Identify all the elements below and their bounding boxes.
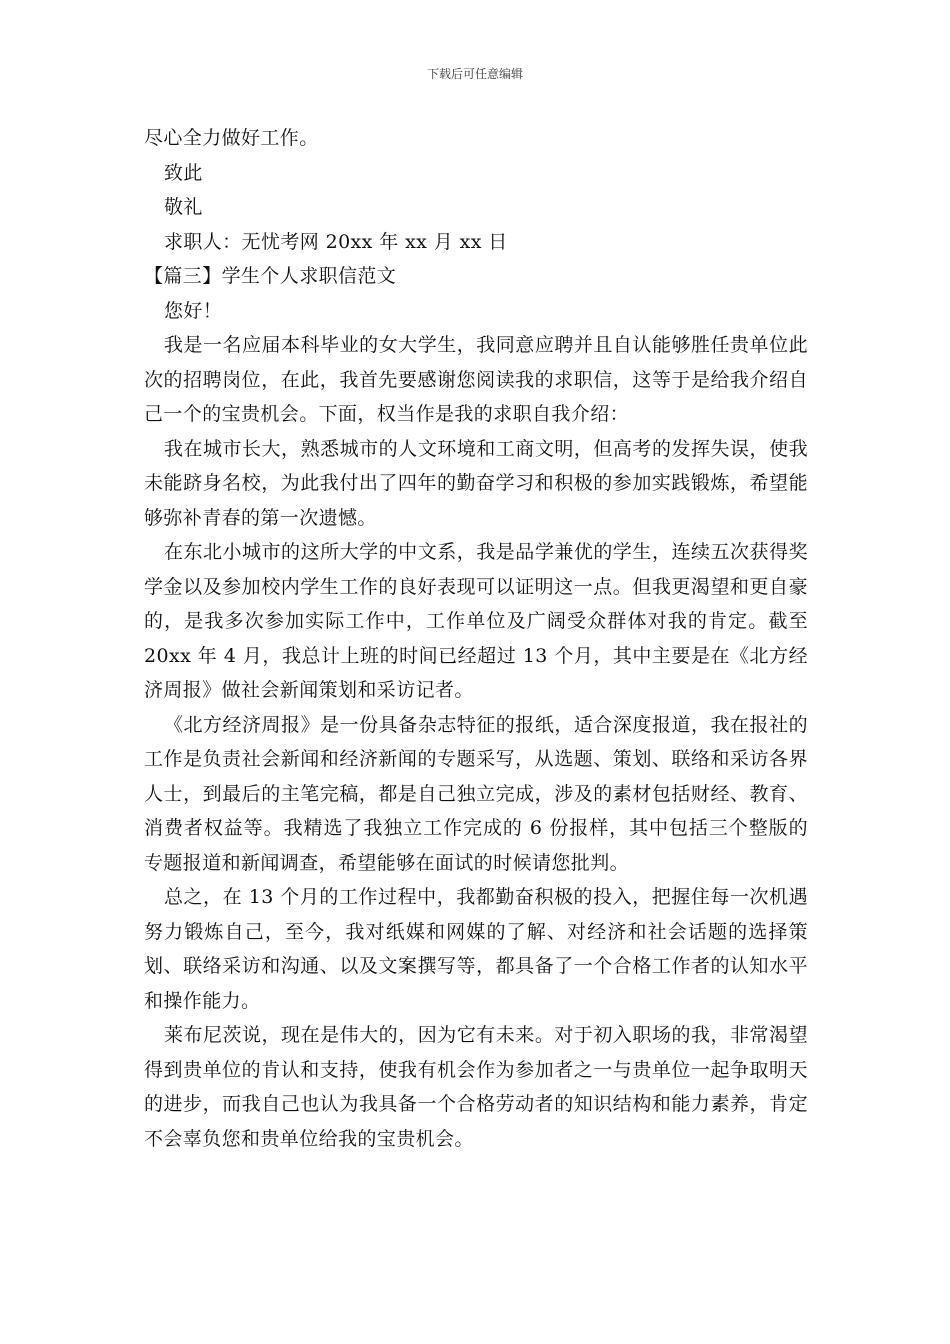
closing-salutation: 致此 xyxy=(163,161,203,184)
closing-regards: 敬礼 xyxy=(163,196,203,218)
signature-line: 求职人：无忧考网 20xx 年 xx 月 xx 日 xyxy=(163,230,508,253)
document-body xyxy=(144,121,808,1156)
paragraph-intro: 我是一名应届本科毕业的女大学生，我同意应聘并且自认能够胜任贵单位此次的招聘岗位，在此，我首先要感谢您阅读我的求职信，这等于是给我介绍自己一个的宝贵机会。下面，权当作是我的求职自我介绍： xyxy=(144,334,808,425)
paragraph-background: 我在城市长大，熟悉城市的人文环境和工商文明，但高考的发挥失误，使我未能跻身名校，为此我付出了四年的勤奋学习和积极的参加实践锻炼，希望能够弥补青春的第一次遗憾。 xyxy=(144,437,808,529)
page-header: 下载后可任意编辑 xyxy=(426,67,523,81)
greeting: 您好！ xyxy=(163,299,223,322)
paragraph-closing: 莱布尼茨说，现在是伟大的，因为它有未来。对于初入职场的我，非常渴望得到贵单位的肯认和支持，使我有机会作为参加者之一与贵单位一起争取明天的进步，而我自己也认为我具备一个合格劳动者的知识结构和能力素养，肯定不会辜负您和贵单位给我的宝贵机会。 xyxy=(144,1024,808,1150)
paragraph-continuation: 尽心全力做好工作。 xyxy=(144,127,319,149)
paragraph-education: 在东北小城市的这所大学的中文系，我是品学兼优的学生，连续五次获得奖学金以及参加校内学生工作的良好表现可以证明这一点。但我更渴望和更自豪的，是我多次参加实际工作中，工作单位及广阔受众群体对我的肯定。截至 20xx 年 4 月，我总计上班的时间已经超过 13 个月，其中主要是在《北方经济周报》做社会新闻策划和采访记者。 xyxy=(144,541,808,701)
section-heading: 【篇三】学生个人求职信范文 xyxy=(144,265,397,287)
paragraph-work: 《北方经济周报》是一份具备杂志特征的报纸，适合深度报道，我在报社的工作是负责社会新闻和经济新闻的专题采写，从选题、策划、联络和采访各界人士，到最后的主笔完稿，都是自己独立完成，涉及的素材包括财经、教育、消费者权益等。我精选了我独立工作完成的 6 份报样，其中包括三个整版的专题报道和新闻调查，希望能够在面试的时候请您批判。 xyxy=(144,713,808,874)
paragraph-summary: 总之，在 13 个月的工作过程中，我都勤奋积极的投入，把握住每一次机遇努力锻炼自己，至今，我对纸媒和网媒的了解、对经济和社会话题的选择策划、联络采访和沟通、以及文案撰写等，都具备了一个合格工作者的认知水平和操作能力。 xyxy=(144,886,808,1012)
